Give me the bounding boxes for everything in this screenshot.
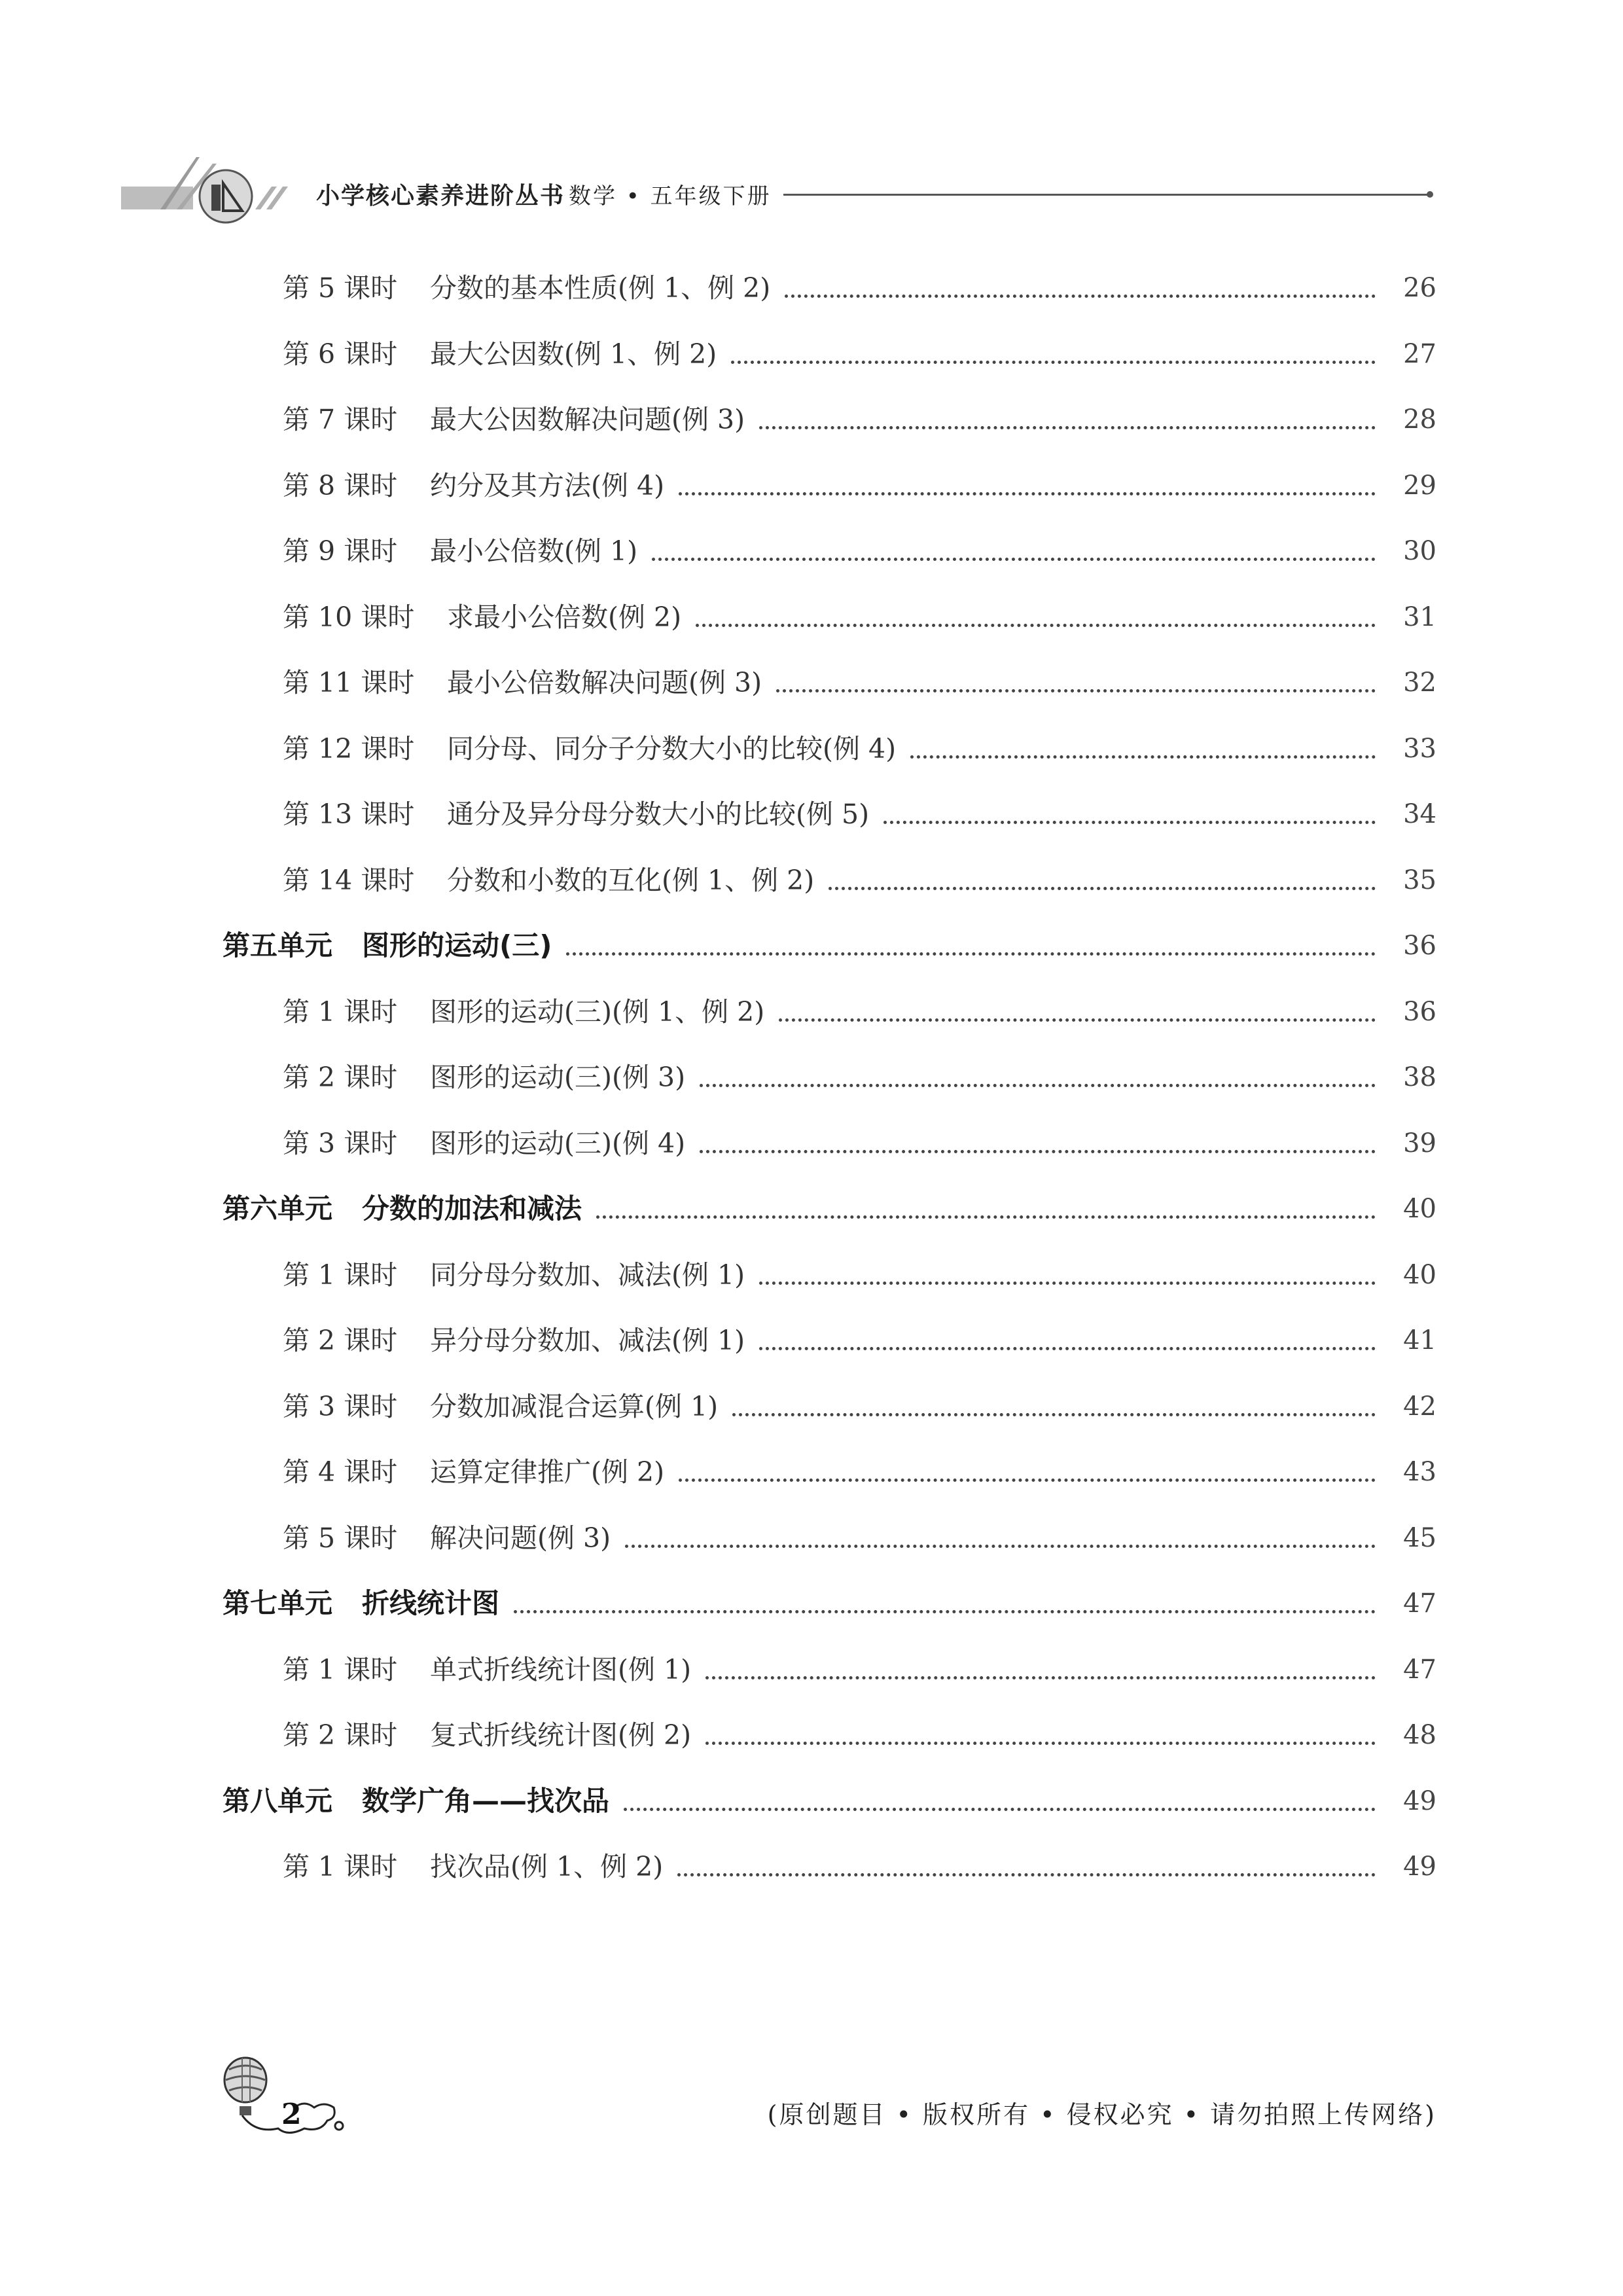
toc-title: 异分母分数加、减法(例 1) [430, 1325, 745, 1356]
toc-row[interactable] [283, 466, 1436, 505]
toc-page: 40 [1403, 1259, 1436, 1290]
toc-row[interactable] [283, 729, 1436, 768]
book-logo-icon [121, 151, 317, 236]
toc-leader [732, 1413, 1376, 1416]
toc-leader [652, 558, 1376, 561]
toc-row[interactable] [283, 992, 1436, 1031]
toc-title: 找次品(例 1、例 2) [430, 1851, 664, 1882]
toc-unit-title: 数学广角——找次品 [362, 1784, 610, 1817]
toc-title: 通分及异分母分数大小的比较(例 5) [447, 798, 870, 830]
toc-label: 第 12 课时 [283, 732, 415, 764]
toc-leader [679, 1479, 1376, 1482]
toc-title: 分数的基本性质(例 1、例 2) [430, 272, 771, 304]
toc-label: 第 2 课时 [283, 1719, 398, 1751]
toc-page: 41 [1403, 1325, 1436, 1355]
toc-title: 最小公倍数(例 1) [430, 535, 638, 567]
toc-unit-row[interactable] [223, 1584, 1436, 1623]
toc-label: 第 14 课时 [283, 864, 415, 896]
toc-leader [566, 952, 1376, 956]
toc-row[interactable] [283, 1847, 1436, 1886]
toc-unit-label: 第八单元 [223, 1784, 333, 1817]
toc-title: 单式折线统计图(例 1) [430, 1653, 692, 1685]
book-subtitle: 数学 • 五年级下册 [569, 183, 772, 209]
toc-unit-label: 第五单元 [223, 929, 333, 961]
toc-leader [596, 1215, 1376, 1219]
toc-page: 49 [1403, 1852, 1436, 1882]
toc-row[interactable] [283, 1255, 1436, 1295]
page-number: 2 [281, 2098, 302, 2131]
toc-leader [700, 1150, 1376, 1153]
toc-row[interactable] [283, 400, 1436, 439]
toc-leader [677, 1873, 1376, 1876]
toc-page: 36 [1403, 931, 1436, 961]
toc-title: 图形的运动(三)(例 3) [430, 1062, 686, 1093]
toc-label: 第 2 课时 [283, 1062, 398, 1093]
toc-page: 27 [1403, 338, 1436, 369]
toc-page: 38 [1403, 1062, 1436, 1092]
toc-page: 34 [1403, 799, 1436, 829]
toc-label: 第 2 课时 [283, 1325, 398, 1356]
toc-leader [759, 1347, 1376, 1350]
toc-unit-label: 第六单元 [223, 1193, 333, 1225]
toc-leader [910, 755, 1376, 759]
toc-row[interactable] [283, 334, 1436, 374]
toc-label: 第 6 课时 [283, 338, 398, 370]
toc-leader [759, 426, 1376, 429]
toc-row[interactable] [283, 1452, 1436, 1492]
toc-page: 47 [1403, 1588, 1436, 1619]
toc-title: 同分母分数加、减法(例 1) [430, 1259, 745, 1291]
toc-unit-title: 折线统计图 [362, 1587, 500, 1619]
header-rule-dot [1427, 191, 1433, 198]
toc-title: 运算定律推广(例 2) [430, 1456, 665, 1488]
toc-page: 48 [1403, 1720, 1436, 1750]
toc-unit-row[interactable] [223, 1782, 1436, 1821]
toc-leader [700, 1084, 1376, 1087]
toc-label: 第 1 课时 [283, 1851, 398, 1882]
toc-leader [705, 1742, 1376, 1745]
toc-page: 49 [1403, 1785, 1436, 1816]
toc-title: 最小公倍数解决问题(例 3) [447, 667, 762, 698]
toc-leader [776, 689, 1376, 692]
toc-label: 第 1 课时 [283, 1259, 398, 1291]
toc-title: 同分母、同分子分数大小的比较(例 4) [447, 732, 897, 764]
toc-title: 求最小公倍数(例 2) [447, 601, 682, 633]
series-title: 小学核心素养进阶丛书 [316, 183, 565, 209]
toc-page: 36 [1403, 996, 1436, 1027]
toc-title: 解决问题(例 3) [430, 1522, 611, 1554]
toc-label: 第 3 课时 [283, 1390, 398, 1422]
toc-row[interactable] [283, 861, 1436, 900]
toc-leader [785, 295, 1376, 298]
toc-row[interactable] [283, 1124, 1436, 1163]
toc-page: 42 [1403, 1391, 1436, 1422]
toc-label: 第 1 课时 [283, 996, 398, 1028]
toc-page: 30 [1403, 536, 1436, 566]
toc-label: 第 8 课时 [283, 469, 398, 501]
toc-label: 第 1 课时 [283, 1653, 398, 1685]
toc-unit-label: 第七单元 [223, 1587, 333, 1619]
toc-page: 43 [1403, 1457, 1436, 1487]
toc-leader [625, 1545, 1376, 1548]
toc-label: 第 11 课时 [283, 667, 415, 698]
toc-row[interactable] [283, 1518, 1436, 1558]
toc-label: 第 3 课时 [283, 1127, 398, 1159]
toc-row[interactable] [283, 268, 1436, 308]
toc-leader [696, 624, 1376, 627]
toc-title: 最大公因数解决问题(例 3) [430, 404, 745, 435]
toc-unit-title: 图形的运动(三) [362, 929, 552, 961]
toc-title: 复式折线统计图(例 2) [430, 1719, 692, 1751]
toc-page: 47 [1403, 1654, 1436, 1685]
toc-leader [624, 1808, 1376, 1811]
toc-page: 32 [1403, 668, 1436, 698]
toc-leader [731, 361, 1376, 364]
running-header [121, 151, 1436, 249]
toc-leader [679, 492, 1376, 495]
toc-title: 约分及其方法(例 4) [430, 469, 665, 501]
toc-row[interactable] [283, 1321, 1436, 1360]
toc-page: 39 [1403, 1128, 1436, 1158]
toc-page: 29 [1403, 470, 1436, 501]
toc-label: 第 9 课时 [283, 535, 398, 567]
toc-row[interactable] [283, 663, 1436, 702]
toc-label: 第 13 课时 [283, 798, 415, 830]
toc-title: 图形的运动(三)(例 4) [430, 1127, 686, 1159]
toc-page: 35 [1403, 865, 1436, 895]
toc-label: 第 4 课时 [283, 1456, 398, 1488]
toc-leader [779, 1018, 1376, 1022]
toc-title: 图形的运动(三)(例 1、例 2) [430, 996, 765, 1028]
toc-leader [514, 1610, 1376, 1613]
toc-leader [759, 1282, 1376, 1285]
toc-leader [883, 821, 1376, 824]
toc-row[interactable] [283, 1387, 1436, 1426]
toc-label: 第 7 课时 [283, 404, 398, 435]
header-rule [783, 194, 1430, 196]
toc-label: 第 5 课时 [283, 1522, 398, 1554]
toc-page: 26 [1403, 273, 1436, 303]
toc-row[interactable] [283, 531, 1436, 571]
toc-unit-row[interactable] [223, 926, 1436, 965]
toc-row[interactable] [283, 1058, 1436, 1097]
toc-unit-row[interactable] [223, 1189, 1436, 1229]
toc-leader [829, 887, 1376, 890]
toc-row[interactable] [283, 1715, 1436, 1755]
copyright-notice: (原创题目 • 版权所有 • 侵权必究 • 请勿拍照上传网络) [767, 2100, 1436, 2129]
toc-label: 第 5 课时 [283, 272, 398, 304]
toc-page: 45 [1403, 1522, 1436, 1553]
toc-title: 分数和小数的互化(例 1、例 2) [447, 864, 815, 896]
toc-title: 分数加减混合运算(例 1) [430, 1390, 719, 1422]
toc-row[interactable] [283, 598, 1436, 637]
toc-page: 40 [1403, 1194, 1436, 1224]
toc-row[interactable] [283, 795, 1436, 834]
toc-page: 31 [1403, 601, 1436, 632]
toc-row[interactable] [283, 1650, 1436, 1689]
toc-page: 33 [1403, 733, 1436, 764]
toc-leader [705, 1676, 1376, 1679]
toc-unit-title: 分数的加法和减法 [362, 1193, 582, 1225]
toc-title: 最大公因数(例 1、例 2) [430, 338, 717, 370]
toc-page: 28 [1403, 404, 1436, 435]
toc-label: 第 10 课时 [283, 601, 415, 633]
